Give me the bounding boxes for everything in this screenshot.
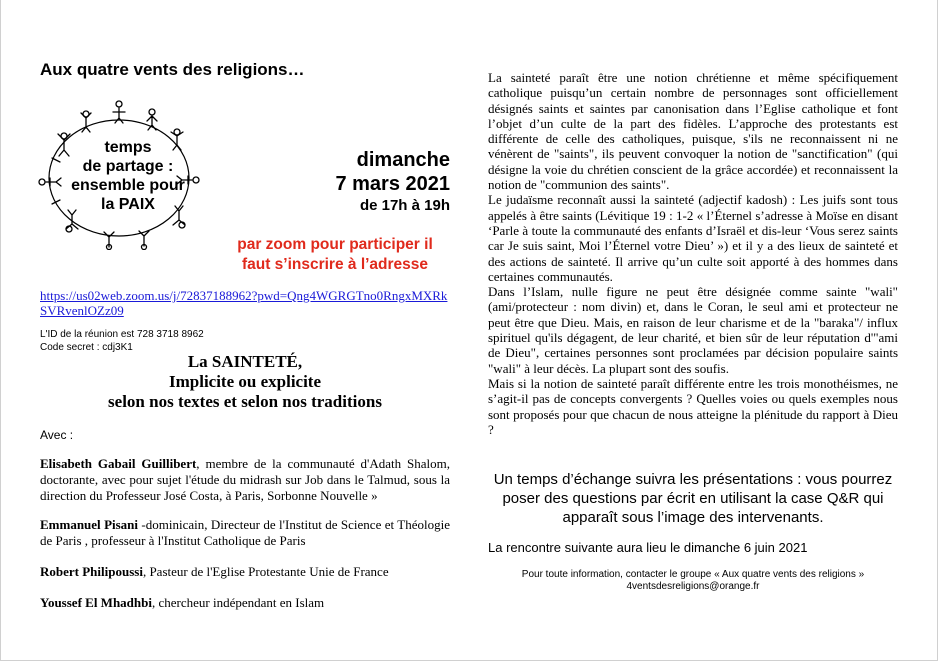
speaker-description: , Pasteur de l'Eglise Protestante Unie de France: [142, 564, 389, 579]
contact-email: 4ventsdesreligions@orange.fr: [626, 581, 760, 592]
meeting-id: L'ID de la réunion est 728 3718 8962: [40, 329, 204, 340]
description-paragraph: La sainteté paraît être une notion chrétienne et même spécifiquement catholique puisqu’un certain nombre de personnages sont officiellement désignés saints et saintes par canonisation dans l’Eglise catholique et font l’objet d’un culte de la part des fidèles. L’approche des protestants est différente de celle des catholiques, puisque, s'ils ne reconnaissent ni ne vénèrent de "saints", ils peuvent convoquer la notion de "sanctification" (qui désigne la voie du chrétien conscient de la grâce accordée) et reconnaissent la notion de "communion des saints".: [488, 70, 898, 193]
speaker-entry: [40, 456, 450, 504]
description-text: [488, 70, 898, 437]
description-paragraph: Dans l’Islam, nulle figure ne peut être désignée comme sainte "wali" (ami/protecteur : nom divin) et, dans le Coran, le seul ami et protecteur ne peut être que Dieu. Mais, en raison de leur charisme et de la "baraka"/ influx spirituel qu'ils dégagent, de leur charité, et bien sûr de leur réputation d'"ami de Dieu", certaines personnes sont proclamées par décision populaire saints "wali" à leur décès. La plupart sont des soufis.: [488, 284, 898, 376]
logo-line: la PAIX: [101, 196, 155, 213]
meeting-info: [40, 328, 204, 354]
speaker-name: Robert Philipoussi: [40, 564, 143, 579]
page-title: Aux quatre vents des religions…: [40, 60, 305, 79]
description-paragraph: Mais si la notion de sainteté paraît différente entre les trois monothéismes, ne s’agit-il pas de concepts convergents ? Quelles voies ou quels exemples nous sont proposés pour que chacun de nous atteigne la plénitude du rapport à Dieu ?: [488, 375, 898, 437]
exchange-note: Un temps d’échange suivra les présentations : vous pourrez poser des questions par écrit en utilisant la case Q&R qui apparaît sous l’image des intervenants.: [493, 471, 893, 526]
topic-line-3: selon nos textes et selon nos traditions: [108, 392, 382, 411]
speakers-intro: Avec :: [40, 428, 74, 442]
speaker-entry: [40, 564, 450, 580]
logo-text: [58, 138, 198, 214]
contact-info: [488, 569, 898, 593]
speaker-name: Youssef El Mhadhbi: [40, 595, 152, 610]
topic-line-1: La SAINTETÉ,: [187, 352, 303, 371]
event-date: 7 mars 2021: [335, 173, 450, 195]
logo-line: de partage :: [82, 158, 174, 175]
event-day: dimanche: [356, 149, 450, 171]
description-paragraph: Le judaïsme reconnaît aussi la sainteté (adjectif kadosh) : Les juifs sont tous appelés à être saints (Lévitique 19 : 1-2 « l’Éternel s’adresse à Moïse en disant ‘Parle à toute la communauté des enfants d’Israël et dis-leur ‘Vous serez saints car Je suis saint, Moi l’Éternel votre Dieu’ ») et il y a des lieux de sainteté et des actions de sainteté. Il arrive qu’un culte soit apporté à des hommes dans certaines communautés.: [488, 192, 898, 284]
secret-code: Code secret : cdj3K1: [40, 342, 133, 353]
logo-line: temps: [104, 139, 152, 156]
contact-line: Pour toute information, contacter le groupe « Aux quatre vents des religions »: [521, 569, 865, 580]
speaker-entry: [40, 595, 450, 611]
zoom-registration-note: par zoom pour participer il faut s’inscrire à l’adresse: [237, 236, 433, 273]
zoom-registration-link[interactable]: https://us02web.zoom.us/j/72837188962?pwd=Qng4WGRGTno0RngxMXRkSVRvenlOZz09: [40, 288, 448, 318]
speaker-description: , membre de la communauté d'Adath Shalom, doctorante, avec pour sujet l'étude du midrash sur Job dans le Talmud, sous la direction du Professeur José Costa, à Paris, Sorbonne Nouvelle »: [40, 456, 450, 503]
logo-line: ensemble pour: [71, 177, 185, 194]
speaker-description: -dominicain, Directeur de l'Institut de Science et Théologie de Paris , professeur à l'Institut Catholique de Paris: [40, 517, 451, 548]
speaker-name: Elisabeth Gabail Guillibert: [40, 456, 197, 471]
speaker-description: , chercheur indépendant en Islam: [151, 595, 325, 610]
topic-line-2: Implicite ou explicite: [168, 372, 322, 391]
speaker-entry: [40, 517, 450, 549]
speaker-name: Emmanuel Pisani: [40, 517, 139, 532]
event-time: de 17h à 19h: [359, 197, 450, 214]
next-meeting: La rencontre suivante aura lieu le dimanche 6 juin 2021: [488, 540, 808, 555]
topic-title: [40, 352, 450, 412]
event-date-block: [290, 148, 450, 216]
